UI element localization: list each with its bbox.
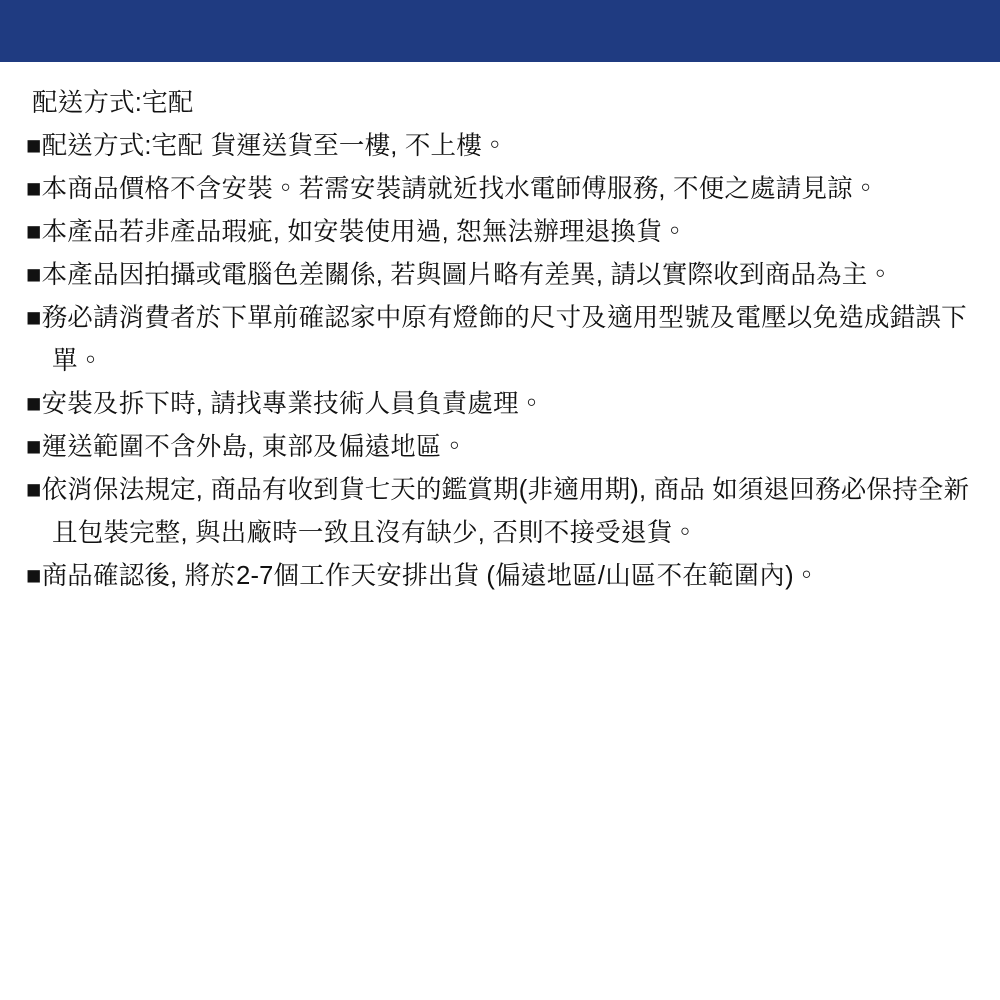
- notice-line: 配送方式:宅配: [32, 89, 194, 117]
- notice-line: ■本產品若非產品瑕疵, 如安裝使用過, 恕無法辦理退換貨。: [26, 218, 688, 246]
- notice-line: ■本產品因拍攝或電腦色差關係, 若與圖片略有差異, 請以實際收到商品為主。: [26, 261, 894, 289]
- notice-line: ■務必請消費者於下單前確認家中原有燈飾的尺寸及適用型號及電壓以免造成錯誤下單。: [26, 304, 967, 375]
- notice-line: ■安裝及拆下時, 請找專業技術人員負責處理。: [26, 390, 545, 418]
- notice-line: ■運送範圍不含外島, 東部及偏遠地區。: [26, 433, 468, 461]
- notice-line: ■配送方式:宅配 貨運送貨至一樓, 不上樓。: [26, 132, 508, 160]
- notice-line: ■商品確認後, 將於2-7個工作天安排出貨 (偏遠地區/山區不在範圍內)。: [26, 562, 820, 590]
- notice-text-block: [0, 82, 1000, 598]
- header-band: [0, 0, 1000, 62]
- notice-line: ■依消保法規定, 商品有收到貨七天的鑑賞期(非適用期), 商品 如須退回務必保持全新且包裝完整, 與出廠時一致且沒有缺少, 否則不接受退貨。: [26, 476, 970, 547]
- notice-line: ■本商品價格不含安裝。若需安裝請就近找水電師傅服務, 不便之處請見諒。: [26, 175, 879, 203]
